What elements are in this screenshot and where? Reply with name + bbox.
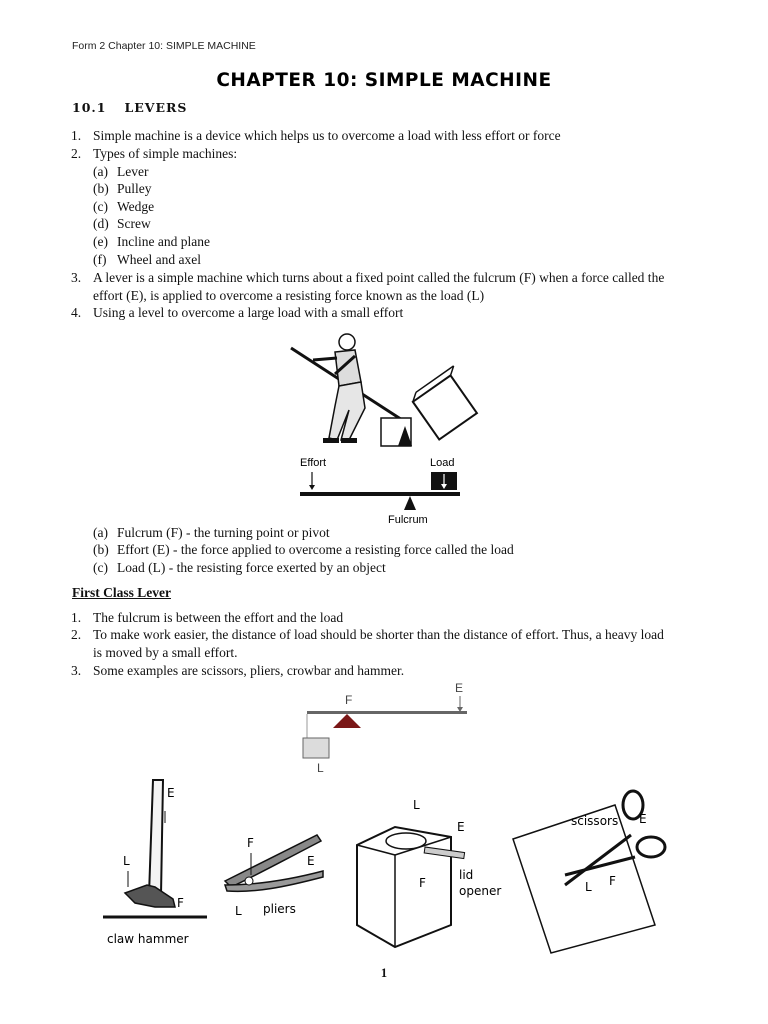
effort-label: Effort	[300, 457, 327, 469]
claw-hammer-label: claw hammer	[107, 932, 189, 946]
pliers-illustration	[225, 835, 323, 918]
opener-fulcrum-letter: F	[419, 876, 426, 890]
type-e: (e) Incline and plane	[93, 234, 210, 249]
load-block	[303, 738, 329, 758]
opener-label-line-2: opener	[459, 884, 502, 898]
type-b: (b) Pulley	[93, 181, 152, 196]
scissors-effort-letter: E	[639, 812, 647, 826]
section-number: 10.1	[72, 100, 107, 115]
pliers-effort-letter: E	[307, 854, 315, 868]
scissors-label: scissors	[571, 814, 619, 828]
first-class-point-2-line-2: is moved by a small effort.	[93, 645, 238, 660]
claw-hammer-illustration	[103, 780, 207, 946]
type-a: (a) Lever	[93, 164, 149, 179]
fulcrum-label: Fulcrum	[388, 514, 428, 526]
effort-load-fulcrum-diagram	[290, 452, 480, 528]
definition-fulcrum: (a) Fulcrum (F) - the turning point or pivot	[93, 525, 330, 540]
opener-label-line-1: lid	[459, 868, 474, 882]
section-heading	[72, 100, 187, 115]
first-class-lever-heading: First Class Lever	[72, 585, 171, 600]
type-d: (d) Screw	[93, 216, 151, 231]
opener-effort-letter: E	[457, 820, 465, 834]
hammer-fulcrum-letter: F	[177, 896, 184, 910]
fulcrum-triangle	[404, 496, 416, 510]
scissors-illustration	[513, 791, 665, 953]
scissors-load-letter: L	[585, 880, 592, 894]
first-class-point-1: 1. The fulcrum is between the effort and the load	[71, 610, 344, 625]
opener-load-letter: L	[413, 798, 420, 812]
point-3-line-1: 3. A lever is a simple machine which turns about a fixed point called the fulcrum (F) when a force called the	[71, 270, 665, 285]
load-label: Load	[430, 457, 455, 469]
type-c: (c) Wedge	[93, 199, 155, 214]
first-class-examples	[95, 775, 675, 955]
pliers-label: pliers	[263, 902, 296, 916]
pliers-load-letter: L	[235, 904, 242, 918]
running-head: Form 2 Chapter 10: SIMPLE MACHINE	[72, 40, 256, 52]
first-class-lever-diagram	[295, 680, 475, 776]
point-1: 1. Simple machine is a device which helps us to overcome a load with less effort or force	[71, 128, 561, 143]
point-3-line-2: effort (E), is applied to overcome a resisting force known as the load (L)	[93, 288, 485, 303]
section-name: LEVERS	[124, 100, 188, 115]
point-4: 4. Using a level to overcome a large load with a small effort	[71, 305, 404, 320]
hammer-load-letter: L	[123, 854, 130, 868]
first-class-point-2-line-1: 2. To make work easier, the distance of load should be shorter than the distance of effort. Thus, a heavy load	[71, 627, 664, 642]
type-f: (f) Wheel and axel	[93, 252, 201, 267]
pliers-fulcrum-letter: F	[247, 836, 254, 850]
point-2: 2. Types of simple machines:	[71, 146, 238, 161]
load-letter: L	[317, 761, 324, 775]
fulcrum-letter: F	[345, 693, 353, 707]
scissors-fulcrum-letter: F	[609, 874, 616, 888]
definition-effort: (b) Effort (E) - the force applied to overcome a resisting force called the load	[93, 542, 514, 557]
definition-load: (c) Load (L) - the resisting force exerted by an object	[93, 560, 386, 575]
lever-beam	[307, 711, 467, 714]
lever-beam	[300, 492, 460, 496]
first-class-point-3: 3. Some examples are scissors, pliers, crowbar and hammer.	[71, 663, 405, 678]
hammer-effort-letter: E	[167, 786, 175, 800]
chapter-title: CHAPTER 10: SIMPLE MACHINE	[216, 70, 552, 91]
page-number: 1	[380, 966, 388, 980]
effort-letter: E	[455, 681, 464, 695]
lid-opener-illustration	[357, 798, 501, 947]
worker-lever-illustration	[285, 330, 485, 450]
